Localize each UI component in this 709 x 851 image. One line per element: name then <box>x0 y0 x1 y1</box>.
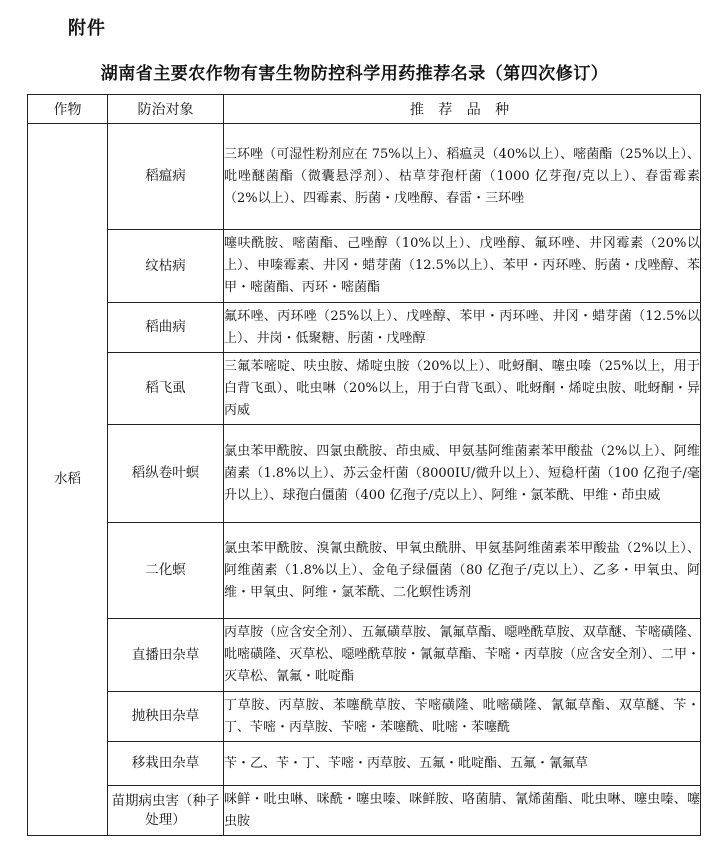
table-row <box>28 786 701 836</box>
table-row <box>28 124 701 230</box>
recommend-cell: 苄・乙、苄・丁、苄嘧・丙草胺、五氟・吡啶酯、五氟・氰氟草 <box>224 742 701 786</box>
recommend-cell: 丁草胺、丙草胺、苯噻酰草胺、苄嘧磺隆、吡嘧磺隆、氰氟草酯、双草醚、苄・丁、苄嘧・丙草胺、苄嘧・苯噻酰、吡嘧・苯噻酰 <box>224 692 701 742</box>
table-row <box>28 742 701 786</box>
recommend-cell: 氯虫苯甲酰胺、四氯虫酰胺、茚虫威、甲氨基阿维菌素苯甲酸盐（2%以上）、阿维菌素（1.8%以上）、苏云金杆菌（8000IU/微升以上）、短稳杆菌（100 亿孢子/毫升以上）、球孢白僵菌（400 亿孢子/克以上）、阿维・氯苯酰、甲维・茚虫威 <box>224 425 701 523</box>
crop-cell: 水稻 <box>28 124 108 836</box>
target-cell: 稻曲病 <box>108 303 224 353</box>
table-row <box>28 230 701 303</box>
annex-label: 附件 <box>68 18 106 39</box>
recommend-cell: 咪鲜・吡虫啉、咪酰・噻虫嗪、咪鲜胺、咯菌腈、氰烯菌酯、吡虫啉、噻虫嗪、噻虫胺 <box>224 786 701 836</box>
recommend-cell: 氯虫苯甲酰胺、溴氰虫酰胺、甲氧虫酰肼、甲氨基阿维菌素苯甲酸盐（2%以上）、阿维菌素（1.8%以上）、金龟子绿僵菌（80 亿孢子/克以上）、乙多・甲氧虫、阿维・甲氧虫、阿维・氯苯酰、二化螟性诱剂 <box>224 523 701 619</box>
pesticide-table <box>27 94 701 836</box>
recommend-cell: 三氟苯嘧啶、呋虫胺、烯啶虫胺（20%以上）、吡蚜酮、噻虫嗪（25%以上，用于白背飞虱）、吡虫啉（20%以上，用于白背飞虱）、吡蚜酮・烯啶虫胺、吡蚜酮・异丙威 <box>224 353 701 425</box>
target-cell: 移栽田杂草 <box>108 742 224 786</box>
recommend-cell: 噻呋酰胺、嘧菌酯、己唑醇（10%以上）、戊唑醇、氟环唑、井冈霉素（20%以上）、申嗪霉素、井冈・蜡芽菌（12.5%以上）、苯甲・丙环唑、肟菌・戊唑醇、苯甲・嘧菌酯、丙环・嘧菌酯 <box>224 230 701 303</box>
target-cell: 稻飞虱 <box>108 353 224 425</box>
recommend-cell: 氟环唑、丙环唑（25%以上）、戊唑醇、苯甲・丙环唑、井冈・蜡芽菌（12.5%以上）、井岗・低聚糖、肟菌・戊唑醇 <box>224 303 701 353</box>
table-row <box>28 523 701 619</box>
column-header-target: 防治对象 <box>108 95 224 124</box>
table-row <box>28 619 701 692</box>
recommend-cell: 三环唑（可湿性粉剂应在 75%以上）、稻瘟灵（40%以上）、嘧菌酯（25%以上）、吡唑醚菌酯（微囊悬浮剂）、枯草芽孢杆菌（1000 亿芽孢/克以上）、春雷霉素（2%以上）、四霉素、肟菌・戊唑醇、春雷・三环唑 <box>224 124 701 230</box>
table-header-row <box>28 95 701 124</box>
target-cell: 纹枯病 <box>108 230 224 303</box>
table-row <box>28 425 701 523</box>
document-title: 湖南省主要农作物有害生物防控科学用药推荐名录（第四次修订） <box>100 64 609 84</box>
column-header-recommend: 推 荐 品 种 <box>224 95 701 124</box>
target-cell: 稻纵卷叶螟 <box>108 425 224 523</box>
target-cell: 抛秧田杂草 <box>108 692 224 742</box>
target-cell: 直播田杂草 <box>108 619 224 692</box>
column-header-crop: 作物 <box>28 95 108 124</box>
target-cell: 二化螟 <box>108 523 224 619</box>
target-cell: 稻瘟病 <box>108 124 224 230</box>
recommend-cell: 丙草胺（应含安全剂）、五氟磺草胺、氰氟草酯、噁唑酰草胺、双草醚、苄嘧磺隆、吡嘧磺隆、灭草松、噁唑酰草胺・氰氟草酯、苄嘧・丙草胺（应含安全剂）、二甲・灭草松、氰氟・吡啶酯 <box>224 619 701 692</box>
table-row <box>28 353 701 425</box>
target-cell: 苗期病虫害（种子处理） <box>108 786 224 836</box>
table-row <box>28 303 701 353</box>
table-row <box>28 692 701 742</box>
